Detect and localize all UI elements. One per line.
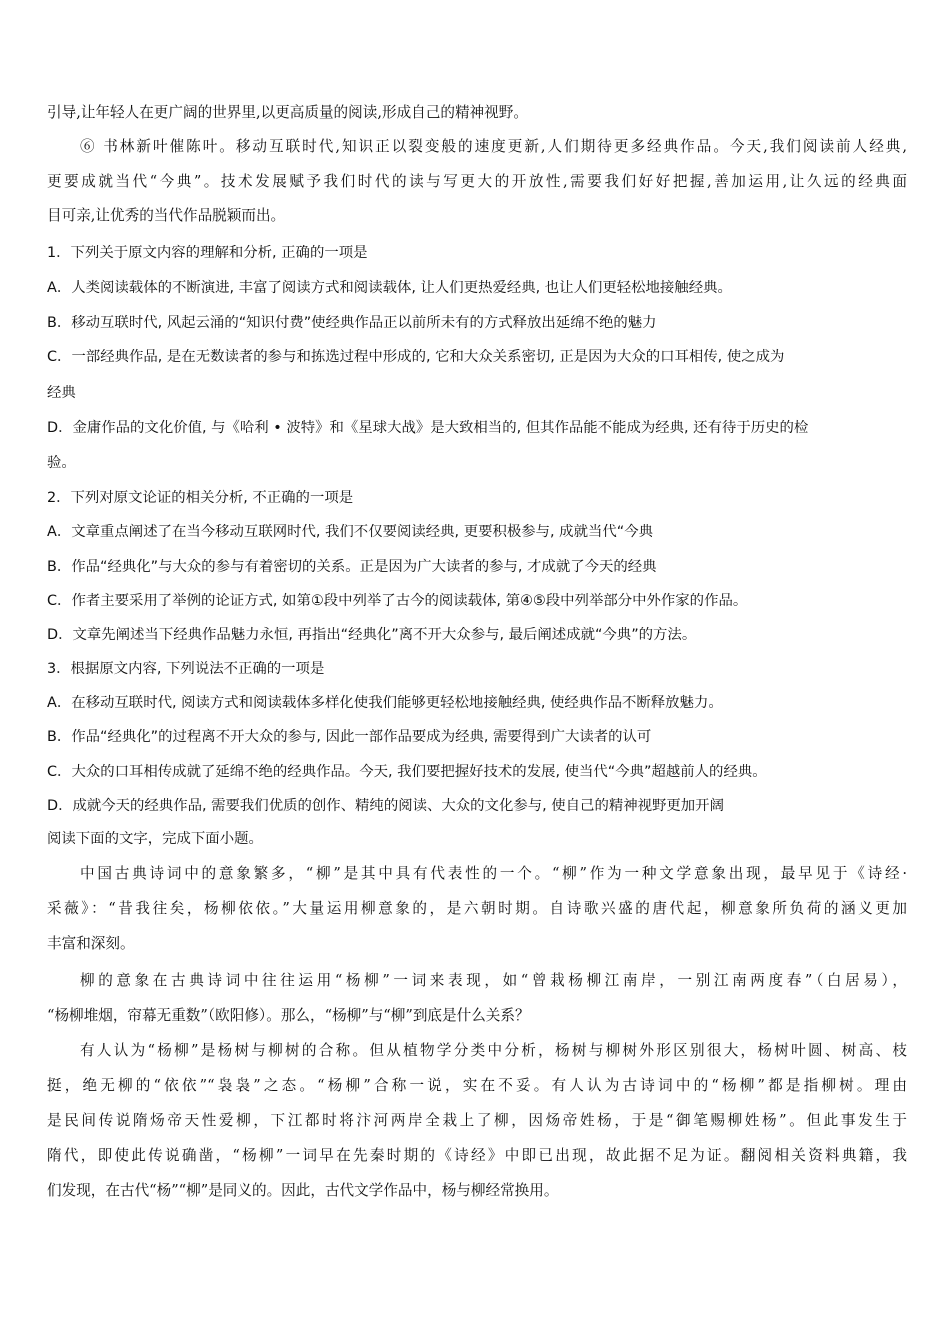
passage2-p3-line3: 是民间传说隋炀帝天性爱柳，下江都时将汴河两岸全栽上了柳，因炀帝姓杨，于是“御笔赐柳姓杨”。但此事发生于 — [47, 1112, 907, 1129]
question-3-option-d: D．成就今天的经典作品, 需要我们优质的创作、精纯的阅读、大众的文化参与, 使自己的精神视野更加开阔 — [47, 798, 724, 814]
passage1-p6-line3: 目可亲,让优秀的当代作品脱颖而出。 — [47, 207, 286, 224]
question-2-option-d: D．文章先阐述当下经典作品魅力永恒, 再指出“经典化”离不开大众参与, 最后阐述成就“今典”的方法。 — [47, 627, 697, 643]
passage2-p3-line2: 挺，绝无柳的“依依”“袅袅”之态。“杨柳”合称一说，实在不妥。有人认为古诗词中的“杨柳”都是指柳树。理由 — [47, 1077, 907, 1094]
question-1-option-a: A．人类阅读载体的不断演进, 丰富了阅读方式和阅读载体, 让人们更热爱经典, 也让人们更轻松地接触经典。 — [47, 280, 732, 296]
passage1-p6-line1: ⑥ 书林新叶催陈叶。移动互联时代,知识正以裂变般的速度更新,人们期待更多经典作品。今天,我们阅读前人经典, — [80, 138, 907, 155]
passage1-p5-end: 引导,让年轻人在更广阔的世界里,以更高质量的阅读,形成自己的精神视野。 — [47, 104, 528, 121]
question-1-option-c-cont: 经典 — [47, 385, 76, 401]
passage1-p6-line2: 更要成就当代“今典”。技术发展赋予我们时代的读与写更大的开放性,需要我们好好把握,善加运用,让久远的经典面 — [47, 173, 907, 190]
question-3-option-c: C．大众的口耳相传成就了延绵不绝的经典作品。今天, 我们要把握好技术的发展, 使当代“今典”超越前人的经典。 — [47, 764, 767, 780]
question-1-option-d-cont: 验。 — [47, 455, 76, 471]
question-1-stem: 1．下列关于原文内容的理解和分析, 正确的一项是 — [47, 245, 368, 261]
question-3-option-a: A．在移动互联时代, 阅读方式和阅读载体多样化使我们能够更轻松地接触经典, 使经典作品不断释放魅力。 — [47, 695, 723, 711]
passage2-p1-line1: 中国古典诗词中的意象繁多，“柳”是其中具有代表性的一个。“柳”作为一种文学意象出现，最早见于《诗经· — [80, 865, 907, 882]
passage2-p3-line1: 有人认为“杨柳”是杨树与柳树的合称。但从植物学分类中分析，杨树与柳树外形区别很大，杨树叶圆、树高、枝 — [80, 1042, 907, 1059]
passage2-p2-line2: “杨柳堆烟，帘幕无重数”（欧阳修）。那么，“杨柳”与“柳”到底是什么关系？ — [47, 1007, 530, 1024]
question-2-option-b: B．作品“经典化”与大众的参与有着密切的关系。正是因为广大读者的参与, 才成就了今天的经典 — [47, 559, 657, 575]
question-1-option-d: D．金庸作品的文化价值, 与《哈利 • 波特》和《星球大战》是大致相当的, 但其作品能不能成为经典, 还有待于历史的检 — [47, 420, 809, 436]
question-1-option-c: C．一部经典作品, 是在无数读者的参与和拣选过程中形成的, 它和大众关系密切, 正是因为大众的口耳相传, 使之成为 — [47, 349, 785, 365]
question-3-option-b: B．作品“经典化”的过程离不开大众的参与, 因此一部作品要成为经典, 需要得到广大读者的认可 — [47, 729, 652, 745]
reading-instruction: 阅读下面的文字，完成下面小题。 — [47, 831, 263, 847]
question-2-stem: 2．下列对原文论证的相关分析, 不正确的一项是 — [47, 490, 354, 506]
question-1-option-b: B．移动互联时代, 风起云涌的“知识付费”使经典作品正以前所未有的方式释放出延绵不绝的魅力 — [47, 315, 657, 331]
question-2-option-c: C．作者主要采用了举例的论证方式, 如第①段中列举了古今的阅读载体, 第④⑤段中列举部分中外作家的作品。 — [47, 593, 748, 609]
passage2-p1-line2: 采薇》：“昔我往矣，杨柳依依。”大量运用柳意象的，是六朝时期。自诗歌兴盛的唐代起，柳意象所负荷的涵义更加 — [47, 900, 907, 917]
passage2-p1-line3: 丰富和深刻。 — [47, 935, 135, 952]
question-3-stem: 3．根据原文内容, 下列说法不正确的一项是 — [47, 661, 325, 677]
passage2-p2-line1: 柳的意象在古典诗词中往往运用“杨柳”一词来表现，如“曾栽杨柳江南岸，一别江南两度春”（白居易）， — [80, 972, 907, 989]
question-2-option-a: A．文章重点阐述了在当今移动互联网时代, 我们不仅要阅读经典, 更要积极参与, 成就当代“今典 — [47, 524, 653, 540]
passage2-p3-line5: 们发现，在古代“杨”“柳”是同义的。因此，古代文学作品中，杨与柳经常换用。 — [47, 1182, 559, 1199]
passage2-p3-line4: 隋代，即使此传说确凿，“杨柳”一词早在先秦时期的《诗经》中即已出现，故此据不足为证。翻阅相关资料典籍，我 — [47, 1147, 907, 1164]
